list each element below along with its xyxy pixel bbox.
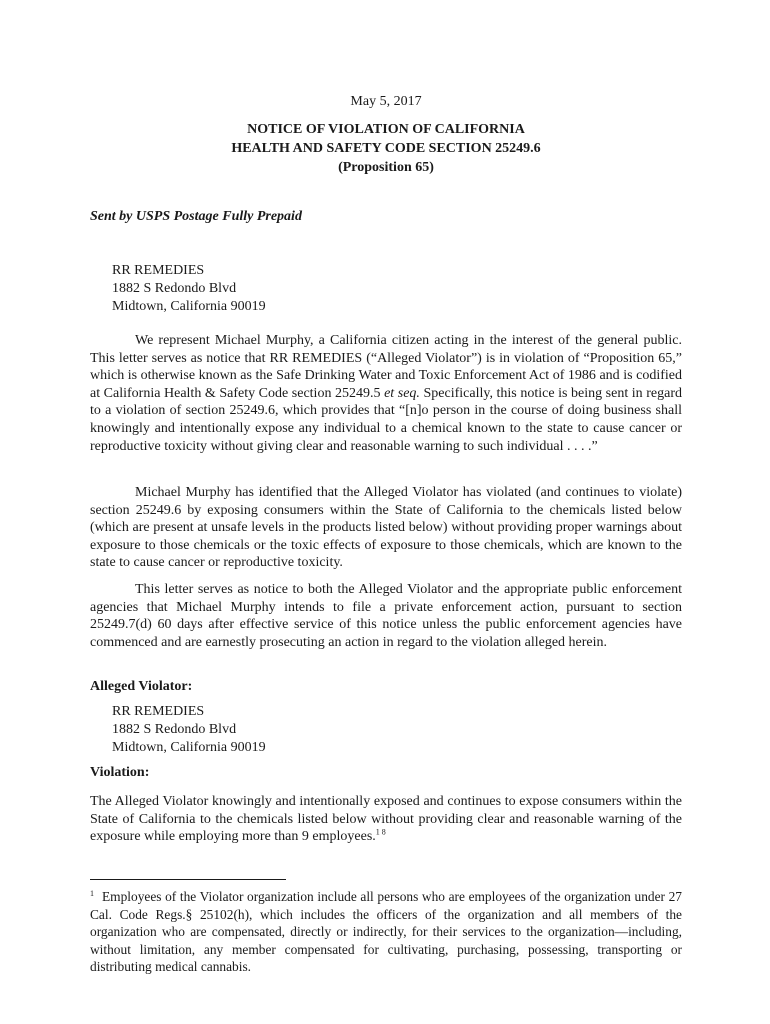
title-line-1: NOTICE OF VIOLATION OF CALIFORNIA — [247, 122, 525, 137]
paragraph-notice-italic: et seq. — [384, 385, 420, 401]
violator-address — [112, 703, 266, 757]
letter-date: May 5, 2017 — [350, 94, 422, 109]
violation-paragraph — [90, 793, 682, 846]
footnote — [90, 888, 682, 976]
letter-title — [90, 120, 682, 177]
violation-text: The Alleged Violator knowingly and intentionally exposed and continues to expose consumers within the State of California to the chemicals listed below without providing clear and reasonable warning of the exposure while employing more than 9 employees. — [90, 794, 682, 845]
recipient-street: 1882 S Redondo Blvd — [112, 281, 237, 296]
delivery-method: Sent by USPS Postage Fully Prepaid — [90, 209, 302, 224]
title-line-3: (Proposition 65) — [338, 160, 434, 175]
paragraph-identification: Michael Murphy has identified that the Alleged Violator has violated (and continues to violate) section 25249.6 by exposing consumers within the State of California to the chemicals listed below (which are present at unsafe levels in the products listed below) without providing proper warnings about exposure to those chemicals or the toxic effects of exposure to those chemicals, which are known to the state to cause cancer or reproductive toxicity. — [90, 485, 682, 571]
violator-street: 1882 S Redondo Blvd — [112, 722, 237, 737]
violation-heading: Violation: — [90, 765, 150, 780]
paragraph-notice-part-b: Specifically, this notice is being sent in regard to a violation of section 25249.6, which provides that “[n]o person in the course of doing business shall knowingly and intentionally expose any individual to a chemical known to the state to cause cancer or reproductive toxicity without giving clear and reasonable warning to such individual . . . .” — [90, 385, 683, 454]
paragraph-enforcement: This letter serves as notice to both the Alleged Violator and the appropriate public enforcement agencies that Michael Murphy intends to file a private enforcement action, pursuant to section 25249.7(d) 60 days after effective service of this notice unless the public enforcement agencies have commenced and are earnestly prosecuting an action in regard to the violation alleged herein. — [90, 582, 682, 650]
recipient-city: Midtown, California 90019 — [112, 299, 266, 314]
recipient-address — [112, 262, 266, 316]
violator-city: Midtown, California 90019 — [112, 740, 266, 755]
alleged-violator-heading: Alleged Violator: — [90, 679, 193, 694]
footnote-divider — [90, 879, 286, 880]
footnote-text: Employees of the Violator organization include all persons who are employees of the organization under 27 Cal. Code Regs.§ 25102(h), which includes the officers of the organization and all members of the organization who are compensated, directly or indirectly, for their services to the organization—including, without limitation, any member compensated for cultivating, purchasing, possessing, transporting or distributing medical cannabis. — [90, 889, 682, 975]
paragraph-notice-part-a: We represent Michael Murphy, a California citizen acting in the interest of the general public. This letter serves as notice that RR REMEDIES (“Alleged Violator”) is in violation of “Proposition 65,” which is otherwise known as the Safe Drinking Water and Toxic Enforcement Act of 1986 and is codified at California Health & Safety Code section 25249.5 — [90, 333, 682, 401]
footnote-marker: 1 — [90, 888, 94, 898]
title-line-2: HEALTH AND SAFETY CODE SECTION 25249.6 — [231, 141, 541, 156]
footnote-reference: 1 8 — [375, 827, 386, 837]
paragraph-notice — [90, 332, 682, 455]
violator-name: RR REMEDIES — [112, 704, 205, 719]
recipient-name: RR REMEDIES — [112, 263, 205, 278]
